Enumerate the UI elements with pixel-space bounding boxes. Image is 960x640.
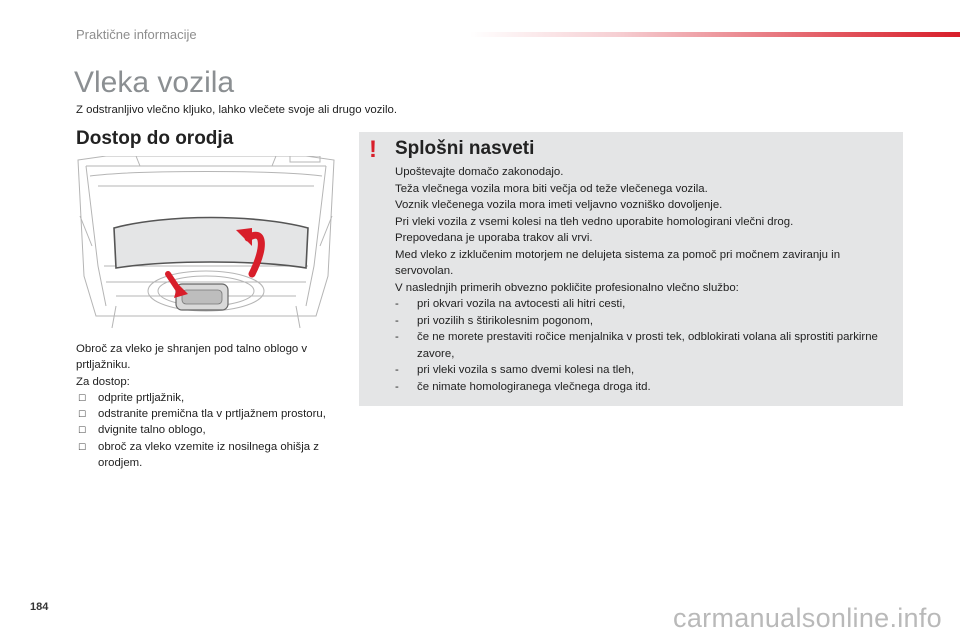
list-item: - če ne morete prestaviti ročice menjalnika v prosti tek, odblokirati volana ali sprostiti parkirne zavore, bbox=[395, 331, 878, 360]
warning-icon: ! bbox=[369, 136, 377, 163]
intro-text: Z odstranljivo vlečno kljuko, lahko vlečete svoje ali drugo vozilo. bbox=[76, 104, 397, 116]
list-item: - pri vleki vozila s samo dvemi kolesi na tleh, bbox=[395, 364, 635, 376]
advice-paragraph: Teža vlečnega vozila mora biti večja od teže vlečenega vozila. bbox=[395, 182, 708, 195]
page-number: 184 bbox=[30, 601, 49, 613]
bullet-icon: ☐ bbox=[78, 392, 87, 403]
access-paragraph: Za dostop: bbox=[76, 375, 130, 388]
advice-paragraph: Med vleko z izklučenim motorjem ne delujeta sistema za pomoč pri močnem zaviranju in servovolan. bbox=[395, 248, 841, 277]
access-steps bbox=[76, 390, 338, 471]
advice-paragraph: Prepovedana je uporaba trakov ali vrvi. bbox=[395, 232, 593, 244]
list-item: ☐ odstranite premična tla v prtljažnem prostoru, bbox=[76, 406, 338, 422]
advice-heading: Splošni nasveti bbox=[395, 138, 535, 159]
bullet-icon: ☐ bbox=[78, 409, 87, 420]
list-item: ☐ obroč za vleko vzemite iz nosilnega ohišja z orodjem. bbox=[78, 440, 319, 470]
list-item: - če nimate homologiranega vlečnega droga itd. bbox=[395, 380, 651, 393]
section-header: Praktične informacije bbox=[76, 27, 197, 42]
access-paragraph: Obroč za vleko je shranjen pod talno oblogo v prtljažniku. bbox=[76, 343, 308, 372]
page-title: Vleka vozila bbox=[74, 66, 235, 99]
bullet-icon: ☐ bbox=[78, 441, 87, 452]
list-item: - pri okvari vozila na avtocesti ali hitri cesti, bbox=[395, 298, 626, 310]
trunk-drawing bbox=[76, 156, 336, 332]
advice-panel bbox=[359, 132, 903, 406]
advice-body bbox=[395, 164, 885, 395]
advice-paragraph: Voznik vlečenega vozila mora imeti veljavno vozniško dovoljenje. bbox=[395, 199, 723, 211]
list-item: - pri vozilih s štirikolesnim pogonom, bbox=[395, 314, 593, 327]
list-item: ☐ odprite prtljažnik, bbox=[76, 390, 338, 406]
floor-panel bbox=[114, 218, 308, 269]
bullet-icon: ☐ bbox=[78, 425, 87, 436]
advice-paragraph: V naslednjih primerih obvezno pokličite profesionalno vlečno službo: bbox=[395, 281, 739, 294]
header-accent-bar bbox=[470, 32, 960, 37]
advice-paragraph: Upoštevajte domačo zakonodajo. bbox=[395, 166, 564, 178]
access-heading: Dostop do orodja bbox=[76, 128, 234, 149]
watermark: carmanualsonline.info bbox=[673, 603, 942, 633]
list-item: ☐ dvignite talno oblogo, bbox=[76, 422, 338, 438]
trunk-illustration bbox=[76, 156, 336, 332]
advice-paragraph: Pri vleki vozila z vsemi kolesi na tleh vedno uporabite homologirani vlečni drog. bbox=[395, 215, 794, 228]
access-description bbox=[76, 341, 338, 471]
advice-cases bbox=[395, 296, 885, 395]
